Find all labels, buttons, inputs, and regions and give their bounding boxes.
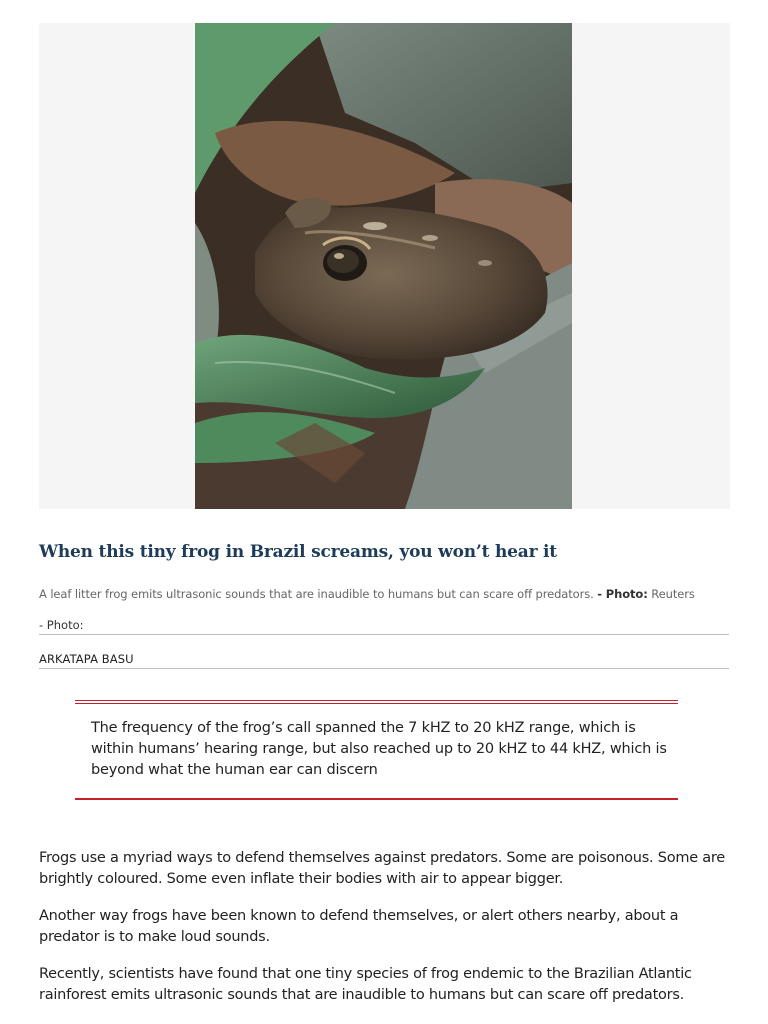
article-paragraph: Recently, scientists have found that one tiny species of frog endemic to the Brazilian Atlantic rainforest emits ultrasonic sounds that are inaudible to humans but can scare off predators. [39,966,692,1003]
divider [39,668,729,669]
article-paragraph: Frogs use a myriad ways to defend themselves against predators. Some are poisonous. Some are brightly coloured. Some even inflate their bodies with air to appear bigger. [39,850,725,887]
caption-credit-source: Reuters [651,587,695,601]
pull-quote: The frequency of the frog’s call spanned the 7 kHZ to 20 kHZ range, which is within humans’ hearing range, but also reached up to 20 kHZ to 44 kHZ, which is beyond what the human ear can discern [91,720,667,778]
photo-caption [39,587,739,601]
photo-credit: - Photo: [39,618,84,632]
pull-quote-top-rule [75,700,678,704]
divider [39,634,729,635]
author-byline[interactable]: ARKATAPA BASU [39,652,134,666]
frog-photo [195,23,572,509]
caption-credit-label: - Photo: [597,587,648,601]
pull-quote-bottom-rule [75,798,678,800]
article-headline[interactable]: When this tiny frog in Brazil screams, you won’t hear it [39,542,557,562]
caption-text: A leaf litter frog emits ultrasonic sounds that are inaudible to humans but can scare off predators. [39,587,594,601]
article-paragraph: Another way frogs have been known to defend themselves, or alert others nearby, about a predator is to make loud sounds. [39,908,679,945]
